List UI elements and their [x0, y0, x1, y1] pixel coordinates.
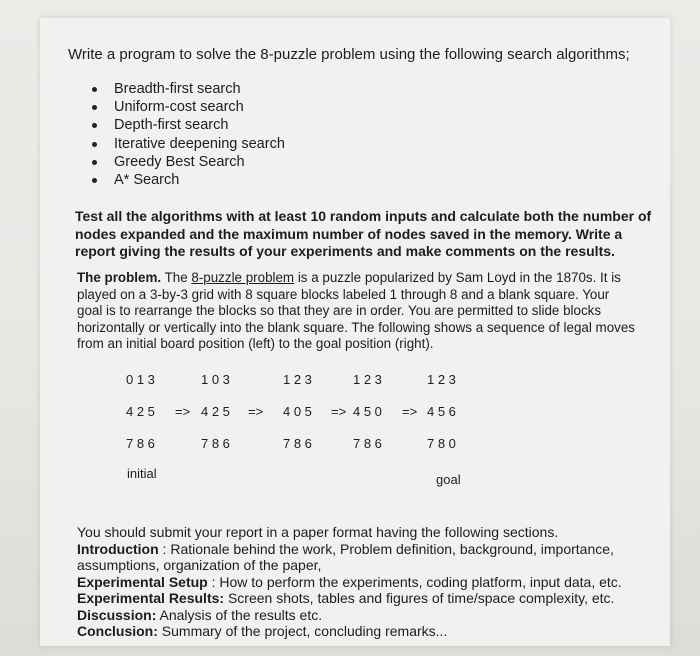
list-item: Breadth-first search: [90, 80, 390, 98]
board-row: 1 2 3: [283, 372, 312, 387]
problem-description: [77, 270, 667, 353]
board-row: 1 0 3: [201, 372, 230, 387]
initial-label: initial: [127, 466, 157, 481]
board-row: 7 8 6: [201, 436, 230, 451]
board-row: 7 8 6: [283, 436, 312, 451]
bullet-icon: [92, 160, 97, 165]
list-item: A* Search: [90, 171, 390, 189]
move-arrow: =>: [248, 404, 264, 419]
problem-line: is a puzzle popularized by Sam Loyd in the 1870s. It is: [297, 270, 621, 285]
list-item: Uniform-cost search: [90, 98, 390, 116]
algorithm-list: [90, 80, 390, 189]
board-row: 4 0 5: [283, 404, 312, 419]
board-row: 7 8 6: [353, 436, 382, 451]
problem-line: goal is to rearrange the blocks so that they are in order. You are permitted to slide blocks: [77, 303, 602, 319]
problem-line: played on a 3-by-3 grid with 8 square blocks labeled 1 through 8 and a blank square. Your: [77, 286, 610, 302]
puzzle-link[interactable]: 8-puzzle problem: [191, 270, 295, 285]
move-arrow: =>: [331, 404, 347, 419]
report-requirements: [77, 524, 677, 640]
board-row: 7 8 6: [126, 436, 155, 451]
goal-label: goal: [436, 472, 461, 487]
report-section: assumptions, organization of the paper,: [77, 557, 322, 573]
section-label: Conclusion:: [77, 623, 158, 639]
report-section: Conclusion: Summary of the project, concluding remarks...: [77, 623, 448, 639]
report-section: Discussion: Analysis of the results etc.: [77, 606, 323, 623]
bullet-icon: [92, 178, 97, 183]
board-row: 1 2 3: [427, 372, 456, 387]
list-item: Greedy Best Search: [90, 153, 390, 171]
list-item: Depth-first search: [90, 116, 390, 134]
test-instructions: Test all the algorithms with at least 10 random inputs and calculate both the number of nodes expanded and the maximum number of nodes saved in the memory. Write a report giving the results of your experiments and make comments on the results.: [75, 208, 652, 259]
move-arrow: =>: [402, 404, 418, 419]
section-label: Experimental Setup: [77, 573, 208, 590]
assignment-heading: Write a program to solve the 8-puzzle problem using the following search algorithms;: [68, 46, 630, 63]
bullet-icon: [92, 142, 97, 147]
section-label: Introduction: [77, 540, 159, 557]
bullet-icon: [92, 123, 97, 128]
section-label: Discussion:: [77, 606, 157, 623]
report-section: Introduction : Rationale behind the work, Problem definition, background, importance,: [77, 540, 614, 557]
report-section: Experimental Results: Screen shots, tables and figures of time/space complexity, etc.: [77, 590, 615, 606]
problem-line: from an initial board position (left) to the goal position (right).: [77, 336, 434, 352]
board-row: 4 5 0: [353, 404, 382, 419]
board-row: 4 2 5: [126, 404, 155, 419]
list-item: Iterative deepening search: [90, 135, 390, 153]
board-row: 7 8 0: [427, 436, 456, 451]
section-label: Experimental Results:: [77, 590, 225, 606]
problem-label: The problem.: [77, 270, 162, 285]
bullet-icon: [92, 105, 97, 110]
report-intro: You should submit your report in a paper format having the following sections.: [77, 524, 559, 540]
problem-pre: The: [164, 270, 188, 285]
board-row: 4 5 6: [427, 404, 456, 419]
problem-line: horizontally or vertically into the blank square. The following shows a sequence of legal moves: [77, 319, 635, 335]
board-row: 0 1 3: [126, 372, 155, 387]
board-row: 4 2 5: [201, 404, 230, 419]
bullet-icon: [92, 87, 97, 92]
move-arrow: =>: [175, 404, 191, 419]
report-section: Experimental Setup : How to perform the experiments, coding platform, input data, etc.: [77, 573, 622, 590]
board-row: 1 2 3: [353, 372, 382, 387]
